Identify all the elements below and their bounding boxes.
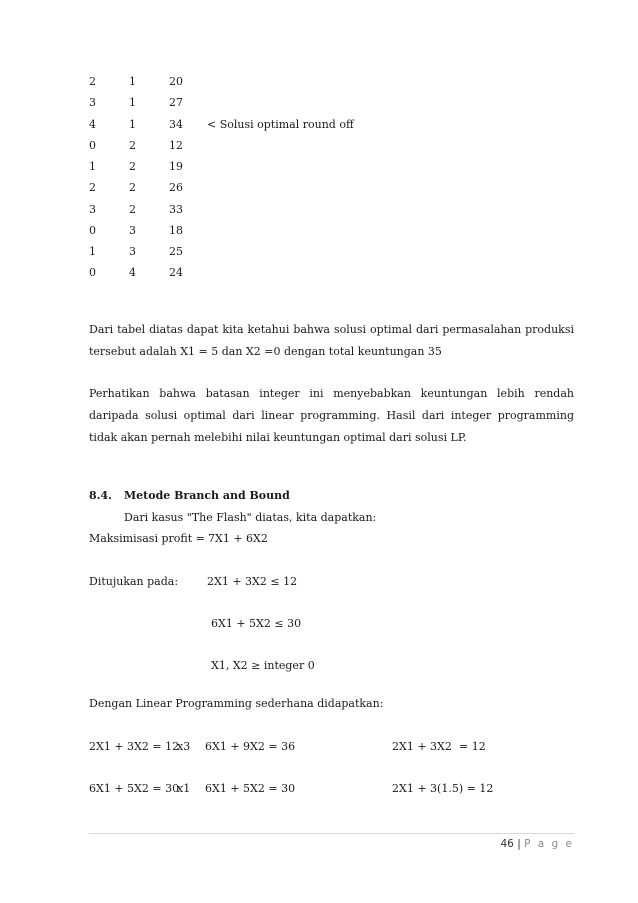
table-cell-x2: 1 [129, 75, 136, 88]
table-row [0, 224, 638, 240]
table-cell-x1: 3 [89, 203, 96, 216]
table-cell-profit: 20 [169, 75, 183, 88]
table-cell-profit: 27 [169, 96, 183, 109]
page-word: P a g e [524, 838, 574, 850]
result-paragraph: Dari tabel diatas dapat kita ketahui bahwa solusi optimal dari permasalahan produksi tersebut adalah X1 = 5 dan X2 =0 dengan total keuntungan 35 [89, 323, 574, 358]
integer-note-paragraph: Perhatikan bahwa batasan integer ini menyebabkan keuntungan lebih rendah daripada solusi optimal dari linear programming. Hasil dari integer programming tidak akan pernah melebihi nilai keuntungan optimal dari solusi LP. [89, 387, 574, 444]
constraint-3: X1, X2 ≥ integer 0 [211, 659, 315, 672]
page-number: 46 [500, 838, 514, 850]
constraint-2: 6X1 + 5X2 ≤ 30 [211, 617, 302, 630]
table-cell-profit: 25 [169, 245, 183, 258]
equation-left: 2X1 + 3X2 = 12 [89, 740, 180, 753]
footer-separator: | [517, 838, 521, 850]
table-cell-profit: 19 [169, 160, 183, 173]
table-cell-profit: 12 [169, 139, 183, 152]
table-cell-profit: 34 [169, 118, 183, 131]
table-cell-x1: 2 [89, 181, 96, 194]
objective-label: Maksimisasi profit = [89, 532, 205, 545]
table-cell-x1: 3 [89, 96, 96, 109]
table-cell-x2: 2 [129, 160, 136, 173]
table-cell-x2: 1 [129, 118, 136, 131]
table-row [0, 160, 638, 176]
section-number: 8.4. [89, 489, 112, 502]
constraint-1: 2X1 + 3X2 ≤ 12 [207, 575, 298, 588]
table-row [0, 245, 638, 261]
equation-left: 6X1 + 5X2 = 30 [89, 782, 180, 795]
equation-right: 2X1 + 3(1.5) = 12 [392, 782, 494, 795]
table-row [0, 118, 638, 134]
section-intro: Dari kasus "The Flash" diatas, kita dapatkan: [124, 511, 377, 524]
table-cell-profit: 24 [169, 266, 183, 279]
equation-multiplier: x1 [177, 782, 191, 795]
table-row [0, 181, 638, 197]
table-cell-profit: 26 [169, 181, 183, 194]
table-cell-note: < Solusi optimal round off [207, 118, 354, 131]
table-cell-x2: 2 [129, 181, 136, 194]
table-cell-x1: 0 [89, 266, 96, 279]
table-cell-x1: 4 [89, 118, 96, 131]
lp-heading: Dengan Linear Programming sederhana didapatkan: [89, 697, 384, 710]
table-row [0, 203, 638, 219]
table-cell-x1: 2 [89, 75, 96, 88]
table-cell-profit: 33 [169, 203, 183, 216]
table-cell-x1: 0 [89, 224, 96, 237]
table-row [0, 266, 638, 282]
equation-multiplier: x3 [177, 740, 191, 753]
equation-right: 2X1 + 3X2 [392, 740, 452, 753]
table-cell-x1: 1 [89, 245, 96, 258]
section-title: Metode Branch and Bound [124, 489, 290, 502]
table-cell-x1: 1 [89, 160, 96, 173]
constraint-label: Ditujukan pada: [89, 575, 179, 588]
table-cell-x2: 2 [129, 139, 136, 152]
objective-expression: 7X1 + 6X2 [208, 532, 268, 545]
table-cell-x2: 2 [129, 203, 136, 216]
page-footer [500, 838, 574, 850]
table-cell-profit: 18 [169, 224, 183, 237]
table-cell-x1: 0 [89, 139, 96, 152]
table-row [0, 96, 638, 112]
table-row [0, 75, 638, 91]
equation-right-value: = 12 [459, 740, 486, 753]
footer-divider [89, 833, 574, 834]
table-cell-x2: 1 [129, 96, 136, 109]
table-cell-x2: 3 [129, 245, 136, 258]
equation-result: 6X1 + 9X2 = 36 [205, 740, 296, 753]
equation-result: 6X1 + 5X2 = 30 [205, 782, 296, 795]
table-row [0, 139, 638, 155]
table-cell-x2: 4 [129, 266, 136, 279]
table-cell-x2: 3 [129, 224, 136, 237]
